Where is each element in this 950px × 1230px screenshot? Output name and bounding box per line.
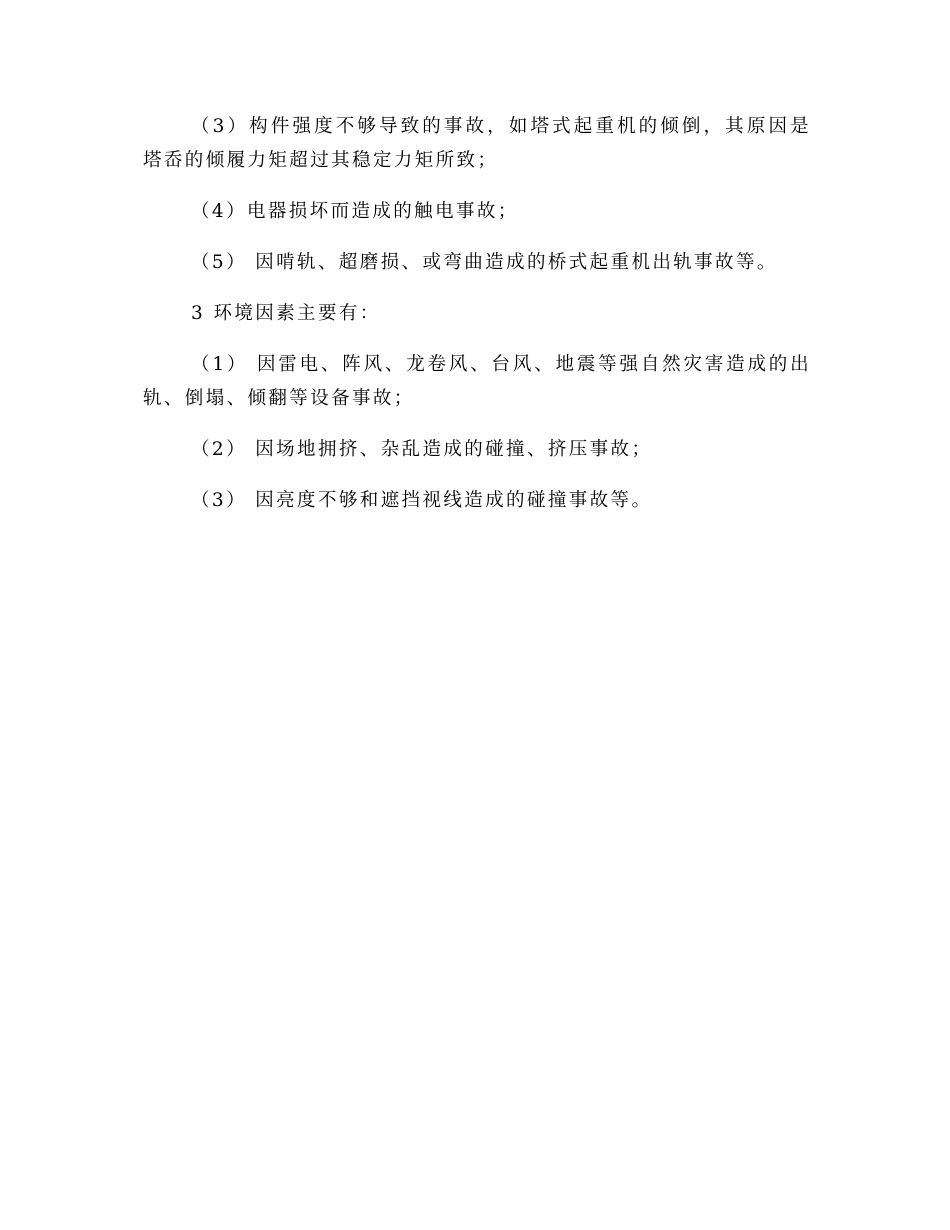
paragraph-environment-3: （3） 因亮度不够和遮挡视线造成的碰撞事故等。 — [191, 490, 653, 511]
paragraph-environment-2: （2） 因场地拥挤、杂乱造成的碰撞、挤压事故； — [191, 439, 653, 460]
paragraph-mechanical-3: （3）构件强度不够导致的事故，如塔式起重机的倾倒，其原因是塔岙的倾履力矩超过其稳定力矩所致； — [143, 116, 811, 171]
section-heading-environment: 3 环境因素主要有： — [191, 303, 381, 324]
paragraph-environment-1: （1） 因雷电、阵风、龙卷风、台风、地震等强自然灾害造成的出轨、倒塌、倾翻等设备事故； — [143, 354, 811, 409]
body-text — [143, 110, 811, 518]
paragraph-mechanical-4: （4）电器损坏而造成的触电事故； — [191, 201, 519, 222]
paragraph-mechanical-5: （5） 因啃轨、超磨损、或弯曲造成的桥式起重机出轨事故等。 — [191, 252, 778, 273]
